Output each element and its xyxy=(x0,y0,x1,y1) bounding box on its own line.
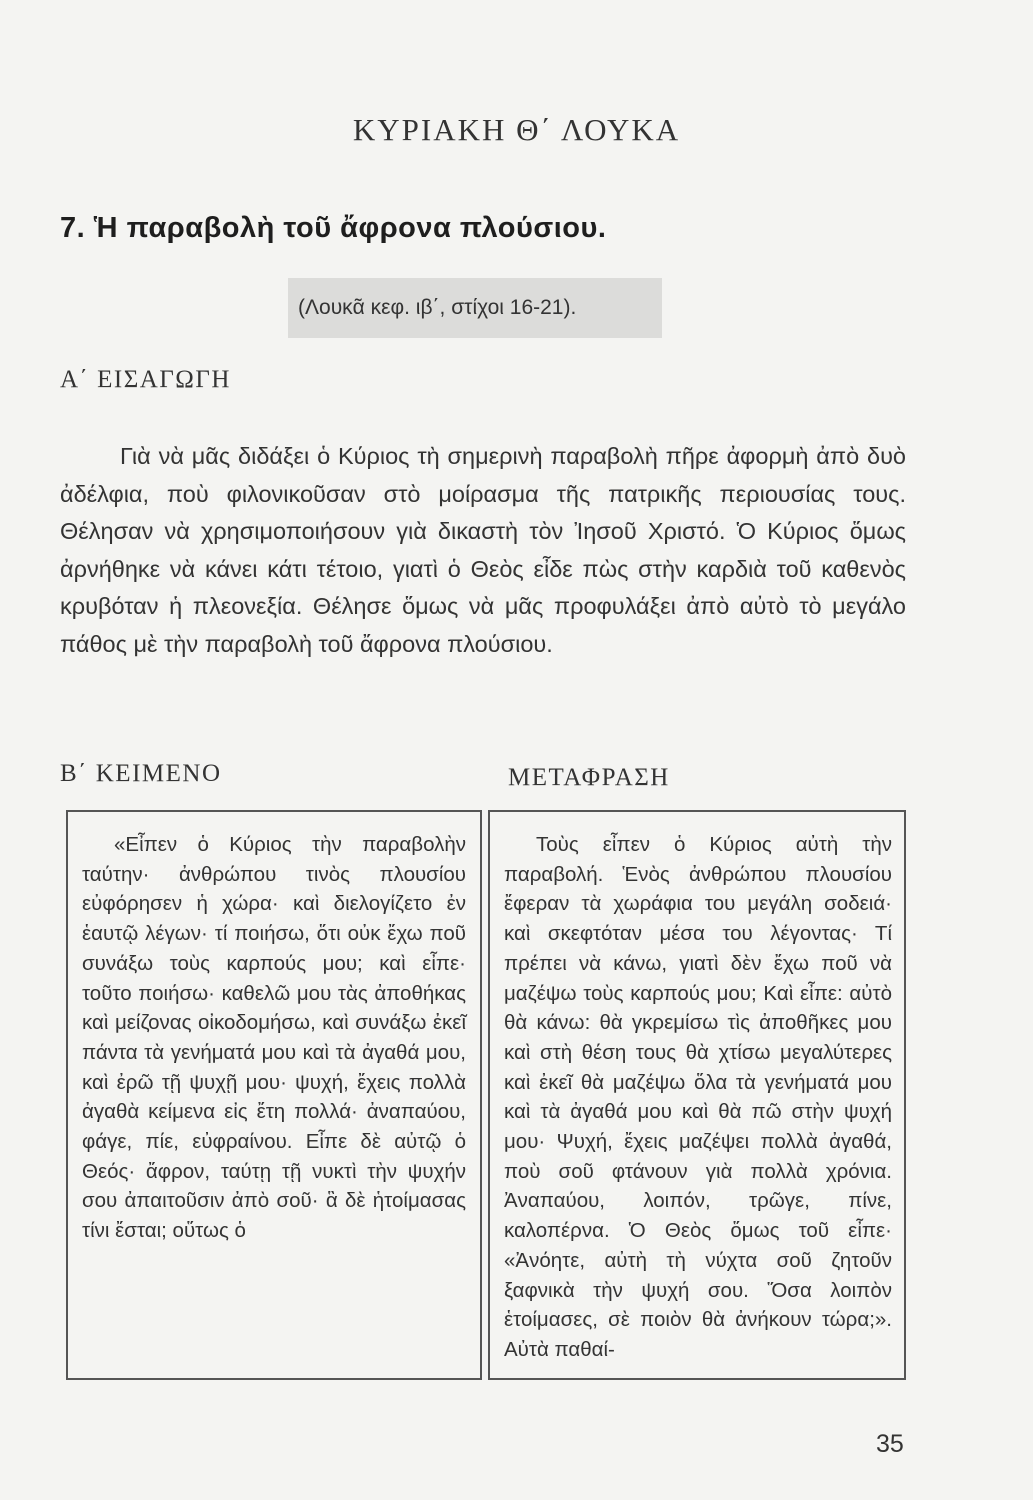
page-title: ΚΥΡΙΑΚΗ Θ΄ ΛΟΥΚΑ xyxy=(352,112,681,147)
chapter-title: 7. Ἡ παραβολὴ τοῦ ἄφρονα πλούσιου. xyxy=(60,212,607,244)
original-text: «Εἶπεν ὁ Κύριος τὴν παραβολὴν ταύτην· ἀνθρώπου τινὸς πλουσίου εὐφόρησεν ἡ χώρα· καὶ διελογίζετο ἐν ἑαυτῷ λέγων· τί ποιήσω, ὅτι οὐκ ἔχω ποῦ συνάξω τοὺς καρπούς μου; καὶ εἶπε· τοῦτο ποιήσω· καθελῶ μου τὰς ἀποθήκας καὶ μείζονας οἰκοδομήσω, καὶ συνάξω ἐκεῖ πάντα τὰ γενήματά μου καὶ τὰ ἀγαθά μου, καὶ ἐρῶ τῇ ψυχῇ μου· ψυχή, ἔχεις πολλὰ ἀγαθὰ κείμενα εἰς ἔτη πολλά· ἀναπαύου, φάγε, πίε, εὐφραίνου. Εἶπε δὲ αὐτῷ ὁ Θεός· ἄφρον, ταύτῃ τῇ νυκτὶ τὴν ψυχήν σου ἀπαιτοῦσιν ἀπὸ σοῦ· ἃ δὲ ἡτοίμασας τίνι ἔσται; οὕτως ὁ xyxy=(82,833,466,1243)
scripture-reference: (Λουκᾶ κεφ. ιβ΄, στίχοι 16-21). xyxy=(298,296,577,319)
translation-heading: ΜΕΤΑΦΡΑΣΗ xyxy=(508,764,670,791)
text-heading: Β΄ ΚΕΙΜΕΝΟ xyxy=(60,760,222,787)
translation-text: Τοὺς εἶπεν ὁ Κύριος αὐτὴ τὴν παραβολή. Ἑνὸς ἀνθρώπου πλουσίου ἔφεραν τὰ χωράφια του μεγάλη σοδειά· καὶ σκεφτόταν μέσα του λέγοντας· Τί πρέπει νὰ κάνω, γιατὶ δὲν ἔχω ποῦ νὰ μαζέψω τοὺς καρπούς μου; Καὶ εἶπε: αὐτὸ θὰ κάνω: θὰ γκρεμίσω τὶς ἀποθῆκες μου καὶ στὴ θέση τους θὰ χτίσω μεγαλύτερες καὶ ἐκεῖ θὰ μαζέψω ὅλα τὰ γενήματά μου καὶ τὰ ἀγαθά μου καὶ θὰ πῶ στὴν ψυχή μου· Ψυχή, ἔχεις μαζέψει πολλὰ ἀγαθά, ποὺ σοῦ φτάνουν γιὰ πολλὰ χρόνια. Ἀναπαύου, λοιπόν, τρῶγε, πίνε, καλοπέρνα. Ὁ Θεὸς ὅμως τοῦ εἶπε· «Ἀνόητε, αὐτὴ τὴ νύχτα σοῦ ζητοῦν ξαφνικὰ τὴν ψυχή σου. Ὅσα λοιπὸν ἑτοίμασες, σὲ ποιὸν θὰ ἀνήκουν τώρα;». Αὐτὰ παθαί- xyxy=(504,833,892,1361)
intro-heading: Α΄ ΕΙΣΑΓΩΓΗ xyxy=(60,366,231,393)
translation-text-box xyxy=(488,810,906,1380)
intro-paragraph: Γιὰ νὰ μᾶς διδάξει ὁ Κύριος τὴ σημερινὴ παραβολὴ πῆρε ἀφορμὴ ἀπὸ δυὸ ἀδέλφια, ποὺ φιλονικοῦσαν στὸ μοίρασμα τῆς πατρικῆς περιουσίας τους. Θέλησαν νὰ χρησιμοποιήσουν γιὰ δικαστὴ τὸν Ἰησοῦ Χριστό. Ὁ Κύριος ὅμως ἀρνήθηκε νὰ κάνει κάτι τέτοιο, γιατὶ ὁ Θεὸς εἶδε πὼς στὴν καρδιὰ τοῦ καθενὸς κρυβόταν ἡ πλεονεξία. Θέλησε ὅμως νὰ μᾶς προφυλάξει ἀπὸ αὐτὸ τὸ μεγάλο πάθος μὲ τὴν παραβολὴ τοῦ ἄφρονα πλούσιου. xyxy=(60,443,906,657)
page-number: 35 xyxy=(876,1430,904,1458)
original-text-box xyxy=(66,810,482,1380)
